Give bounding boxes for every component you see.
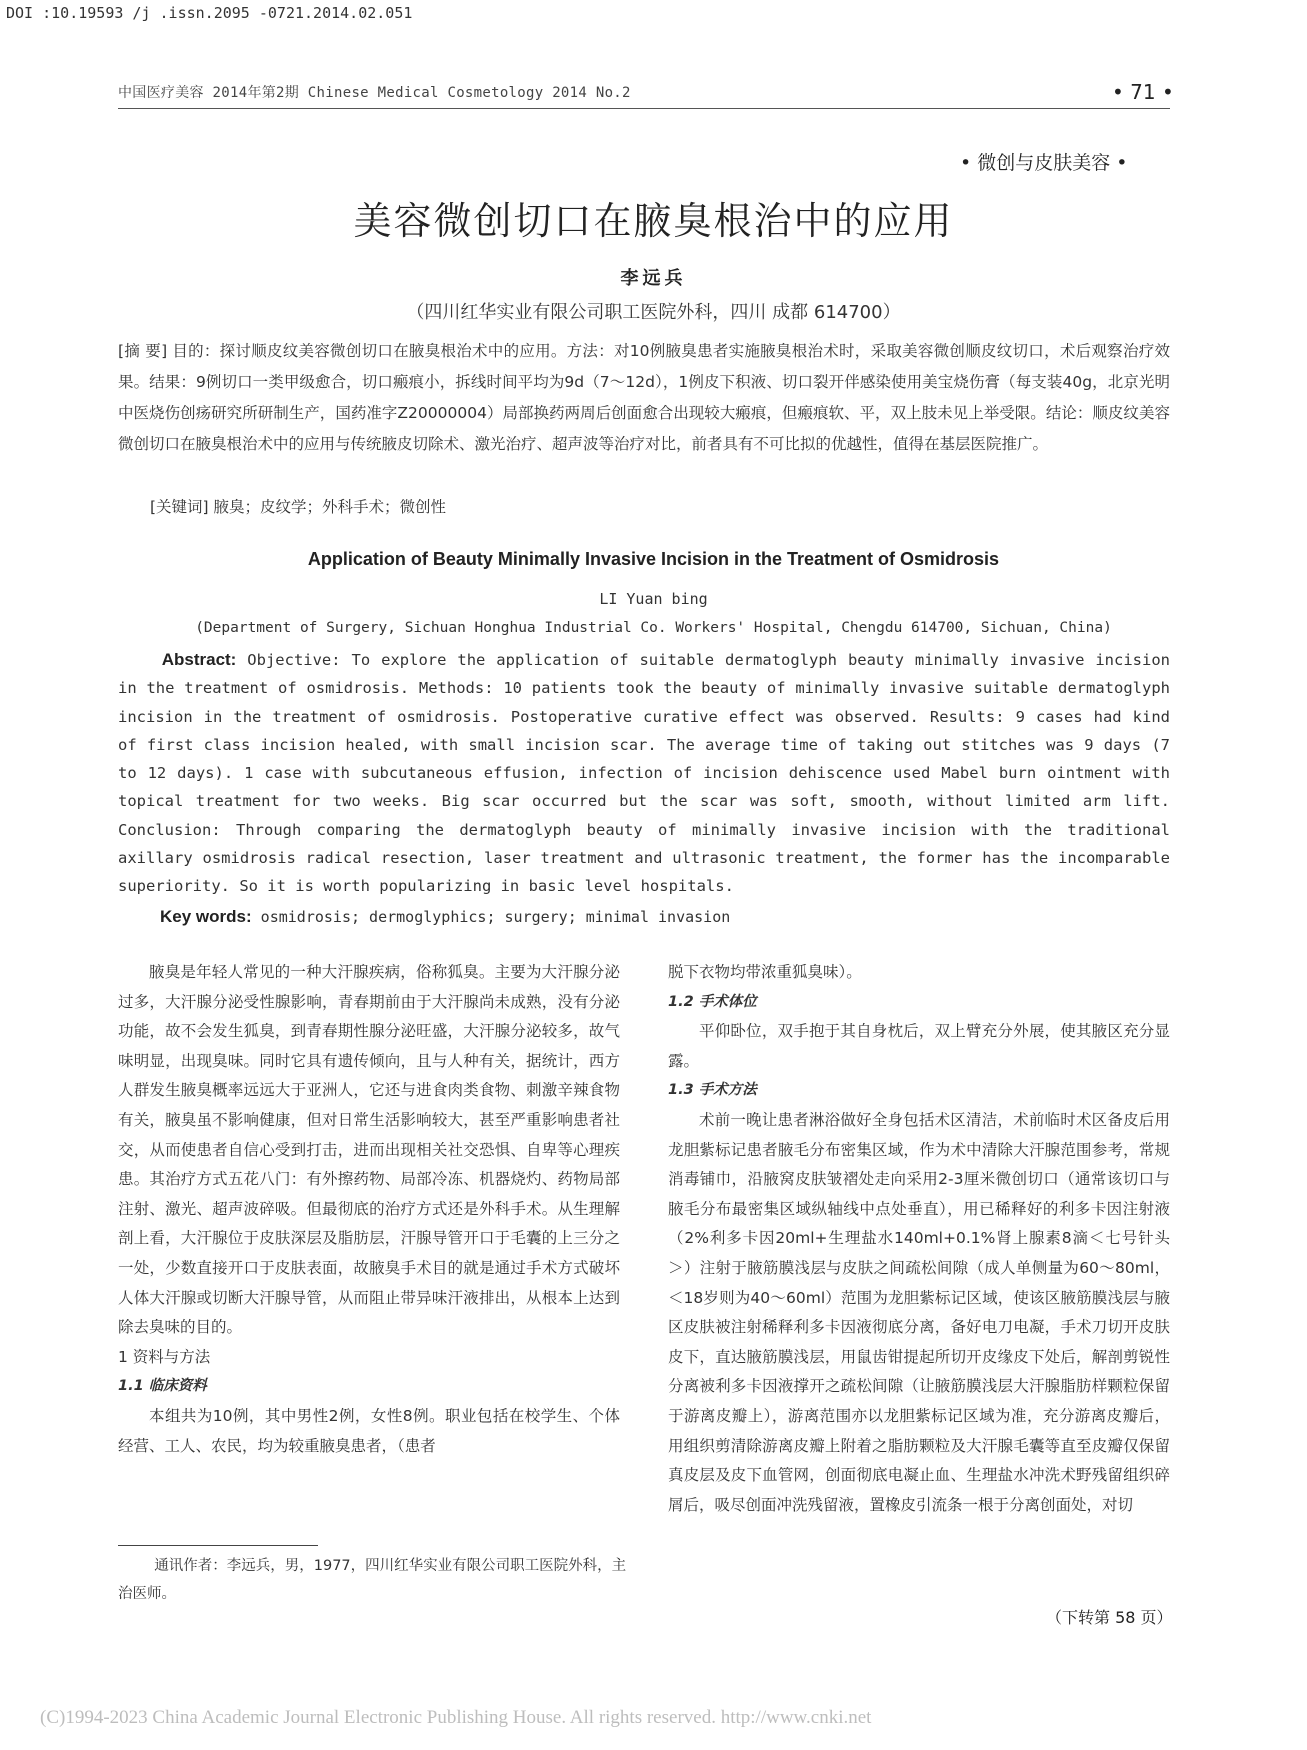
subsection-heading-1-2: 1.2 手术体位 bbox=[668, 993, 757, 1010]
keywords-english bbox=[160, 907, 730, 927]
doi-line: DOI :10.19593 /j .issn.2095 -0721.2014.02.051 bbox=[6, 4, 413, 22]
header-rule bbox=[118, 108, 1170, 109]
position-paragraph: 平仰卧位，双手抱于其自身枕后，双上臂充分外展，使其腋区充分显露。 bbox=[668, 1022, 1170, 1070]
keywords-english-text: osmidrosis; dermoglyphics; surgery; minimal invasion bbox=[260, 908, 731, 926]
author-chinese: 李远兵 bbox=[620, 268, 687, 289]
continued-note: （下转第 58 页） bbox=[1046, 1608, 1173, 1627]
section-tag: • 微创与皮肤美容 • bbox=[960, 152, 1128, 174]
subsection-heading-1-1: 1.1 临床资料 bbox=[118, 1378, 207, 1395]
journal-header: 中国医疗美容 2014年第2期 Chinese Medical Cosmetology 2014 No.2 bbox=[118, 85, 631, 101]
page-number: • 71 • bbox=[1112, 80, 1174, 104]
abstract-english-label: Abstract: bbox=[161, 650, 237, 669]
intro-paragraph: 腋臭是年轻人常见的一种大汗腺疾病，俗称狐臭。主要为大汗腺分泌过多，大汗腺分泌受性腺影响，青春期前由于大汗腺尚未成熟，没有分泌功能，故不会发生狐臭，到青春期性腺分泌旺盛，大汗腺分泌较多，故气味明显，出现臭味。同时它具有遗传倾向，且与人种有关，据统计，西方人群发生腋臭概率远远大于亚洲人，它还与进食肉类食物、刺激辛辣食物有关，腋臭虽不影响健康，但对日常生活影响较大，甚至严重影响患者社交，从而使患者自信心受到打击，进而出现相关社交恐惧、自卑等心理疾患。其治疗方式五花八门：有外擦药物、局部冷冻、机器烧灼、药物局部注射、激光、超声波碎吸。但最彻底的治疗方式还是外科手术。从生理解剖上看，大汗腺位于皮肤深层及脂肪层，汗腺导管开口于毛囊的上三分之一处，少数直接开口于皮肤表面，故腋臭手术目的就是通过手术方式破坏人体大汗腺或切断大汗腺导管，从而阻止带异味汗液排出，从根本上达到除去臭味的目的。 bbox=[118, 963, 620, 1337]
affiliation-chinese: （四川红华实业有限公司职工医院外科，四川 成都 614700） bbox=[406, 302, 901, 323]
keywords-chinese-label: [关键词] bbox=[150, 498, 209, 516]
footnote: 通讯作者：李远兵，男，1977，四川红华实业有限公司职工医院外科，主治医师。 bbox=[118, 1558, 627, 1602]
abstract-english bbox=[118, 646, 1170, 901]
keywords-chinese bbox=[150, 495, 446, 517]
clinical-data-paragraph: 本组共为10例，其中男性2例，女性8例。职业包括在校学生、个体经营、工人、农民，均为较重腋臭患者，（患者 bbox=[118, 1406, 620, 1455]
abstract-chinese-text: 目的：探讨顺皮纹美容微创切口在腋臭根治术中的应用。方法：对10例腋臭患者实施腋臭根治术时，采取美容微创顺皮纹切口，术后观察治疗效果。结果：9例切口一类甲级愈合，切口瘢痕小，拆线时间平均为9d（7～12d），1例皮下积液、切口裂开伴感染使用美宝烧伤膏（每支装40g，北京光明中医烧伤创疡研究所研制生产，国药准字Z20000004）局部换药两周后创面愈合出现较大瘢痕，但瘢痕软、平，双上肢未见上举受限。结论：顺皮纹美容微创切口在腋臭根治术中的应用与传统腋皮切除术、激光治疗、超声波等治疗对比，前者具有不可比拟的优越性，值得在基层医院推广。 bbox=[118, 342, 1170, 453]
keywords-english-label: Key words: bbox=[160, 907, 252, 926]
keywords-chinese-text: 腋臭；皮纹学；外科手术；微创性 bbox=[213, 498, 447, 516]
subsection-heading-1-3: 1.3 手术方法 bbox=[668, 1082, 757, 1099]
footnote-rule bbox=[118, 1545, 318, 1546]
copyright-watermark: (C)1994-2023 China Academic Journal Electronic Publishing House. All rights reserved. http://www.cnki.net bbox=[40, 1707, 872, 1728]
abstract-chinese bbox=[118, 336, 1170, 460]
body-column-right bbox=[668, 958, 1170, 1520]
section-heading-1: 1 资料与方法 bbox=[118, 1347, 211, 1366]
abstract-english-text: Objective: To explore the application of suitable dermatoglyph beauty minimally invasive incision in the treatment of osmidrosis. Methods: 10 patients took the beauty of minimally invasive suitable dermatoglyph incision in the treatment of osmidrosis. Postoperative curative effect was observed. Results: 9 cases had kind of first class incision healed, with small incision scar. The average time of taking out stitches was 9 days (7 to 12 days). 1 case with subcutaneous effusion, infection of incision dehiscence used Mabel burn ointment with topical treatment for two weeks. Big scar occurred but the scar was soft, smooth, without limited arm lift. Conclusion: Through comparing the dermatoglyph beauty of minimally invasive incision with the traditional axillary osmidrosis radical resection, laser treatment and ultrasonic treatment, the former has the incomparable superiority. So it is worth popularizing in basic level hospitals. bbox=[118, 651, 1171, 896]
method-paragraph: 术前一晚让患者淋浴做好全身包括术区清洁，术前临时术区备皮后用龙胆紫标记患者腋毛分布密集区域，作为术中清除大汗腺范围参考，常规消毒铺巾，沿腋窝皮肤皱褶处走向采用2-3厘米微创切口（通常该切口与腋毛分布最密集区域纵轴线中点处垂直），用已稀释好的利多卡因注射液（2%利多卡因20ml+生理盐水140ml+0.1%肾上腺素8滴＜七号针头＞）注射于腋筋膜浅层与皮肤之间疏松间隙（成人单侧量为60～80ml，＜18岁则为40～60ml）范围为龙胆紫标记区域，使该区腋筋膜浅层与腋区皮肤被注射稀释利多卡因液彻底分离，备好电刀电凝，手术刀切开皮肤皮下，直达腋筋膜浅层，用鼠齿钳提起所切开皮缘皮下处后，解剖剪锐性分离被利多卡因液撑开之疏松间隙（让腋筋膜浅层大汗腺脂肪样颗粒保留于游离皮瓣上），游离范围亦以龙胆紫标记区域为准，充分游离皮瓣后，用组织剪清除游离皮瓣上附着之脂肪颗粒及大汗腺毛囊等直至皮瓣仅保留真皮层及皮下血管网，创面彻底电凝止血、生理盐水冲洗术野残留组织碎屑后，吸尽创面冲洗残留液，置橡皮引流条一根于分离创面处，对切 bbox=[668, 1110, 1170, 1514]
title-english: Application of Beauty Minimally Invasive Incision in the Treatment of Osmidrosis bbox=[307, 549, 1000, 569]
continued-paragraph: 脱下衣物均带浓重狐臭味）。 bbox=[668, 963, 862, 981]
affiliation-english: (Department of Surgery, Sichuan Honghua Industrial Co. Workers' Hospital, Chengdu 614700, Sichuan, China) bbox=[195, 620, 1112, 636]
author-english: LI Yuan bing bbox=[599, 590, 708, 608]
title-chinese: 美容微创切口在腋臭根治中的应用 bbox=[353, 199, 954, 243]
body-column-left bbox=[118, 958, 620, 1461]
abstract-chinese-label: [摘 要] bbox=[118, 342, 168, 360]
